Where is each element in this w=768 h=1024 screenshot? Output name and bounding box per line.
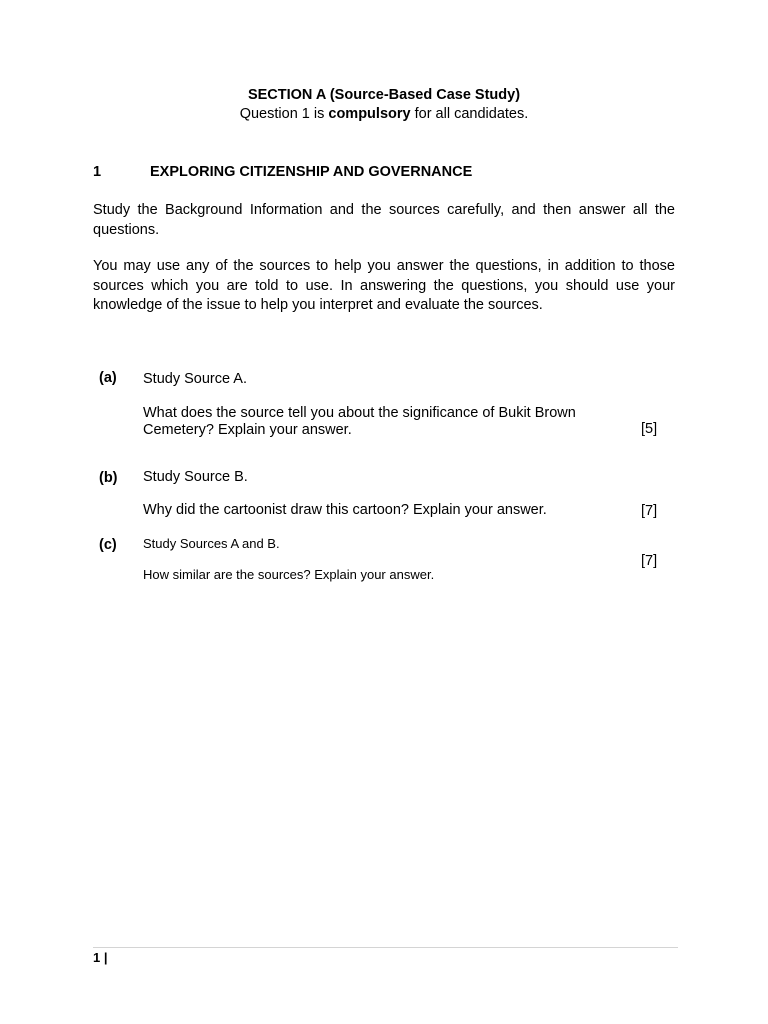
footer-divider <box>93 947 678 948</box>
part-a-question-line-2: Cemetery? Explain your answer. <box>143 422 352 438</box>
intro-paragraph-1: Study the Background Information and the sources carefully, and then answer all the questions. <box>93 202 675 238</box>
part-a-instruction: Study Source A. <box>143 371 247 387</box>
section-title: SECTION A (Source-Based Case Study) <box>247 87 521 103</box>
part-c-marks: [7] <box>641 553 658 569</box>
part-c-instruction: Study Sources A and B. <box>143 536 280 551</box>
part-b-instruction: Study Source B. <box>143 469 248 485</box>
instruction-pre: Question 1 is <box>239 106 329 122</box>
question-title: EXPLORING CITIZENSHIP AND GOVERNANCE <box>150 164 473 180</box>
page-number: 1 | <box>93 950 108 965</box>
part-c-question: How similar are the sources? Explain your answer. <box>143 567 435 582</box>
instruction-bold: compulsory <box>328 106 411 122</box>
part-b-question: Why did the cartoonist draw this cartoon? Explain your answer. <box>143 502 547 518</box>
section-instruction <box>0 106 768 122</box>
part-a-marks: [5] <box>641 421 658 437</box>
intro-paragraph-2: You may use any of the sources to help you answer the questions, in addition to those sources which you are told to use. In answering the questions, you should use your knowledge of the issue to help you interpret and evaluate the sources. <box>93 258 675 313</box>
part-b-marks: [7] <box>641 503 658 519</box>
part-b-label: (b) <box>99 470 118 486</box>
instruction-post: for all candidates. <box>410 106 529 122</box>
part-c-label: (c) <box>99 537 117 553</box>
part-a-question-line-1: What does the source tell you about the significance of Bukit Brown <box>143 405 576 421</box>
part-a-label: (a) <box>99 370 117 386</box>
question-number: 1 <box>93 164 102 180</box>
